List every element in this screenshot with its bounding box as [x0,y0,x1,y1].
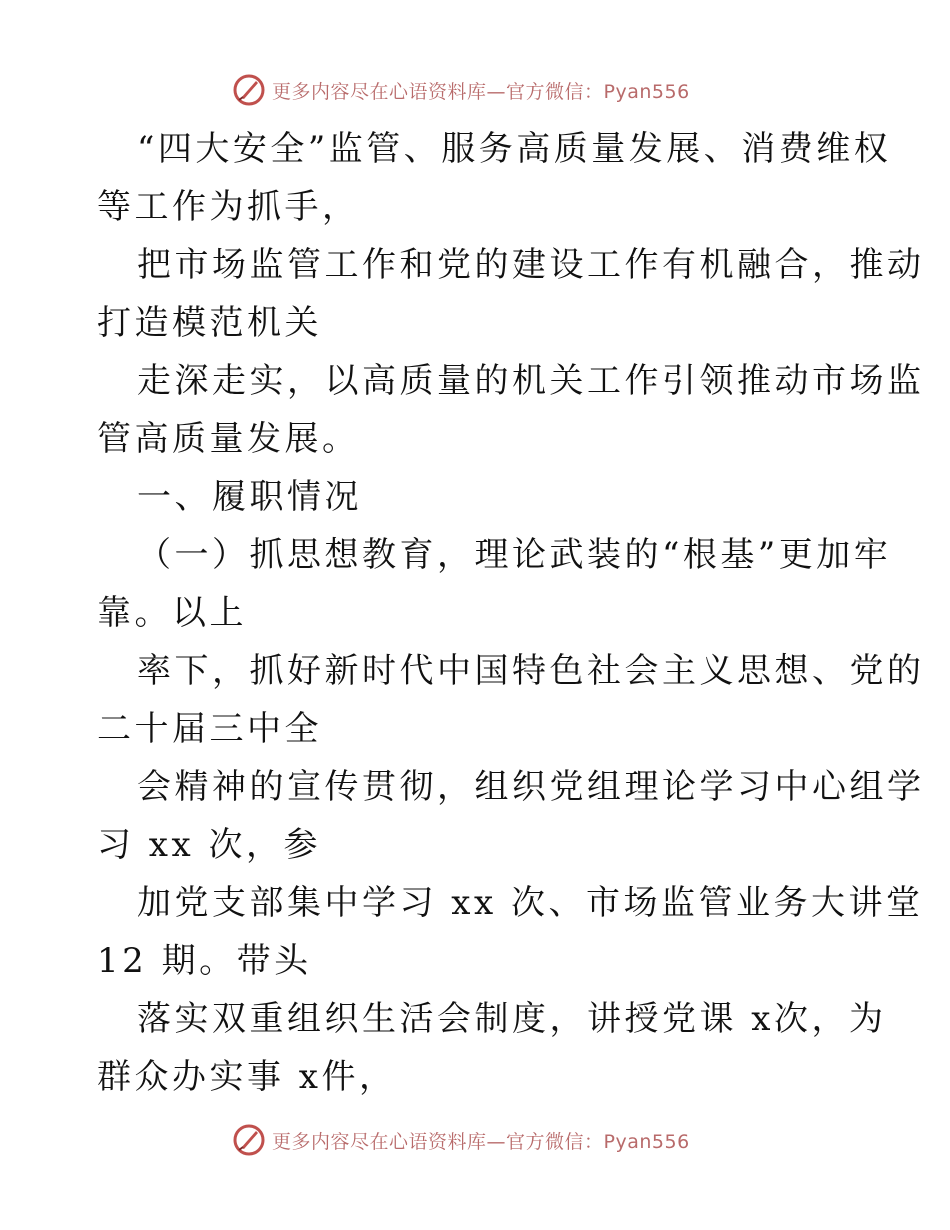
footer-watermark [232,1122,690,1158]
watermark-text: 更多内容尽在心语资料库—官方微信：Pyan556 [272,1130,690,1153]
watermark-text: 更多内容尽在心语资料库—官方微信：Pyan556 [272,80,690,103]
paragraph-line: 二十届三中全 [97,709,322,749]
paragraph-line: 习 xx 次，参 [97,825,321,865]
paragraph-line: 落实双重组织生活会制度，讲授党课 x次，为 [137,999,887,1039]
paragraph-line: 打造模范机关 [97,303,322,343]
paragraph-line: 等工作为抓手， [97,187,360,227]
paragraph-line: 把市场监管工作和党的建设工作有机融合，推动 [137,245,925,285]
paragraph-line: 率下，抓好新时代中国特色社会主义思想、党的 [137,651,925,691]
paragraph-line: “四大安全”监管、服务高质量发展、消费维权 [137,129,892,169]
paragraph-line: 12 期。带头 [97,941,312,981]
paragraph-line: 加党支部集中学习 xx 次、市场监管业务大讲堂 [137,883,924,923]
quill-logo-icon [232,1123,266,1157]
paragraph-line: （一）抓思想教育，理论武装的“根基”更加牢 [137,535,892,575]
paragraph-line: 会精神的宣传贯彻，组织党组理论学习中心组学 [137,767,925,807]
paragraph-line: 管高质量发展。 [97,419,360,459]
paragraph-line: 走深走实，以高质量的机关工作引领推动市场监 [137,361,925,401]
section-heading: 一、履职情况 [137,477,362,517]
quill-logo-icon [232,73,266,107]
header-watermark [232,72,690,108]
document-body [97,120,925,1106]
paragraph-line: 靠。以上 [97,593,247,633]
paragraph-line: 群众办实事 x件， [97,1057,397,1097]
